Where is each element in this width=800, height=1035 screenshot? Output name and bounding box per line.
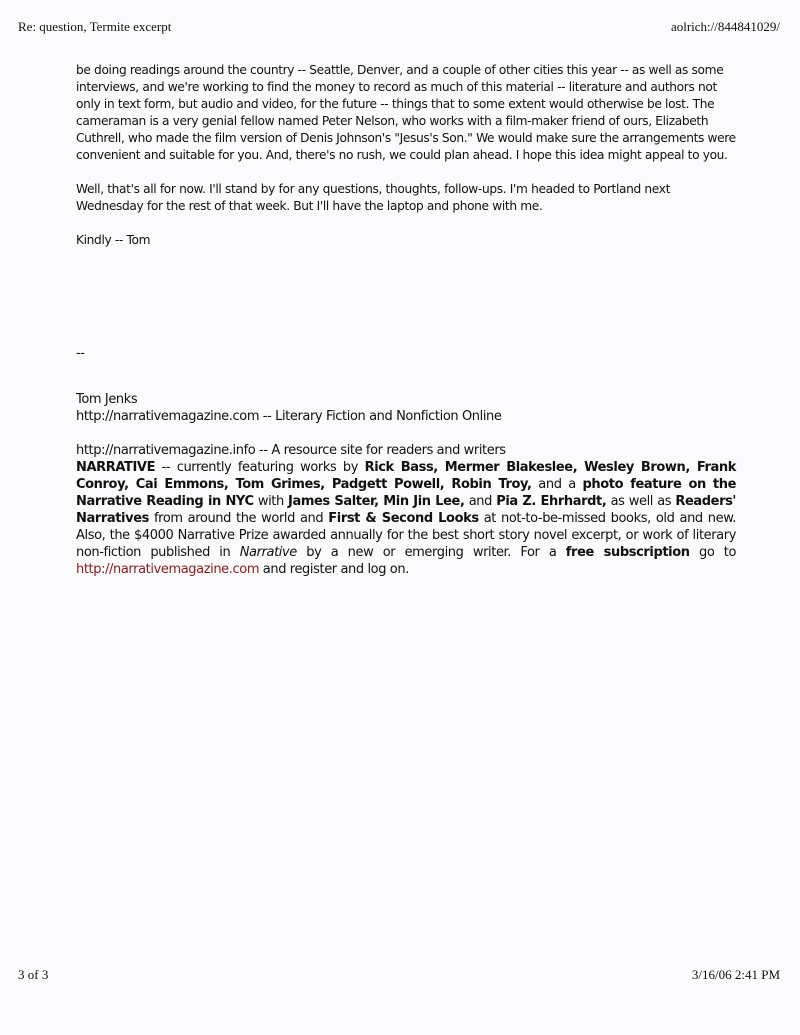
signature-info-line: http://narrativemagazine.info -- A resource site for readers and writers [76,443,506,458]
brand-name: NARRATIVE [76,460,156,475]
reading-authors: James Salter, Min Jin Lee, [288,494,465,509]
email-body [76,62,736,249]
print-datetime: 3/16/06 2:41 PM [691,967,780,982]
magazine-title: Narrative [239,545,297,560]
promo-text: from around the world and [148,511,329,526]
email-subject: Re: question, Termite excerpt [18,19,172,34]
promo-text: by a new or emerging writer. For a [296,545,566,560]
featured-authors: Rick Bass, Mermer Blakeslee, Wesley Brown, Frank Conroy, Cai Emmons, Tom Grimes, Padgett Powell, Robin Troy, [76,460,736,492]
last-author: Pia Z. Ehrhardt, [496,494,607,509]
photo-feature: photo feature on the Narrative Reading in NYC [76,477,736,509]
readers-narratives: Readers' Narratives [76,494,737,526]
promo-text: with [253,494,289,509]
body-paragraph: be doing readings around the country -- Seattle, Denver, and a couple of other cities this year -- as well as some interviews, and we're working to find the money to record as much of this material -- literature and authors not only in text form, but audio and video, for the future -- things that to some extent would otherwise be lost. The cameraman is a very genial fellow named Peter Nelson, who works with a film-maker friend of ours, Elizabeth Cuthrell, who made the film version of Denis Johnson's "Jesus's Son." We would make sure the arrangements were convenient and suitable for you. And, there's no rush, we could plan ahead. I hope this idea might appeal to you. [76,63,736,162]
promo-text: and register and log on. [259,562,409,577]
signature-block [76,340,736,578]
body-paragraph: Well, that's all for now. I'll stand by for any questions, thoughts, follow-ups. I'm headed to Portland next Wednesday for the rest of that week. But I'll have the laptop and phone with me. [76,182,671,213]
signature-separator: -- [76,346,85,361]
free-subscription: free subscription [565,545,690,560]
promo-text: at not-to-be-missed books, old and new. Also, the $4000 Narrative Prize awarded annually for the best short story novel excerpt, or work of literary non-fiction published in [76,511,736,560]
promo-text: as well as [606,494,676,509]
source-url: aolrich://844841029/ [670,19,780,34]
page-number: 3 of 3 [18,967,49,982]
subscription-link[interactable]: http://narrativemagazine.com [76,562,260,577]
first-second-looks: First & Second Looks [328,511,479,526]
promo-text: and a [531,477,583,492]
promo-text: and [464,494,497,509]
signature-name: Tom Jenks [76,392,138,407]
promo-text: go to [689,545,737,560]
promo-text: -- currently featuring works by [155,460,365,475]
sign-off: Kindly -- Tom [76,233,151,247]
narrative-promo [76,459,736,578]
signature-site-line: http://narrativemagazine.com -- Literary Fiction and Nonfiction Online [76,409,502,424]
